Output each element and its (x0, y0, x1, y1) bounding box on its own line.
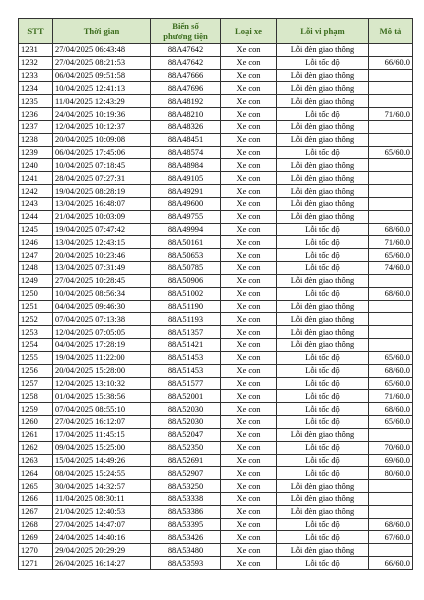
cell-stt: 1235 (19, 95, 53, 108)
cell-stt: 1266 (19, 492, 53, 505)
cell-vehicle-type: Xe con (221, 249, 277, 262)
cell-time: 21/04/2025 10:03:09 (53, 210, 151, 223)
table-row (19, 390, 413, 403)
cell-violation: Lỗi tốc độ (277, 390, 369, 403)
table-row (19, 403, 413, 416)
table-row (19, 108, 413, 121)
cell-plate: 88A50161 (151, 236, 221, 249)
cell-stt: 1267 (19, 505, 53, 518)
cell-time: 09/04/2025 15:25:00 (53, 441, 151, 454)
cell-vehicle-type: Xe con (221, 403, 277, 416)
cell-description (369, 44, 413, 57)
cell-vehicle-type: Xe con (221, 557, 277, 570)
cell-description (369, 313, 413, 326)
cell-description (369, 300, 413, 313)
table-row (19, 82, 413, 95)
cell-violation: Lỗi đèn giao thông (277, 133, 369, 146)
cell-description: 71/60.0 (369, 236, 413, 249)
cell-plate: 88A51577 (151, 377, 221, 390)
cell-plate: 88A52350 (151, 441, 221, 454)
cell-violation: Lỗi tốc độ (277, 56, 369, 69)
cell-stt: 1233 (19, 69, 53, 82)
cell-violation: Lỗi tốc độ (277, 236, 369, 249)
header-description: Mô tả (369, 19, 413, 44)
cell-plate: 88A49105 (151, 172, 221, 185)
cell-vehicle-type: Xe con (221, 544, 277, 557)
header-violation: Lỗi vi phạm (277, 19, 369, 44)
table-row (19, 313, 413, 326)
cell-time: 27/04/2025 08:21:53 (53, 56, 151, 69)
cell-vehicle-type: Xe con (221, 454, 277, 467)
cell-description (369, 274, 413, 287)
cell-description (369, 159, 413, 172)
cell-time: 12/04/2025 13:10:32 (53, 377, 151, 390)
cell-vehicle-type: Xe con (221, 69, 277, 82)
cell-violation: Lỗi tốc độ (277, 531, 369, 544)
cell-vehicle-type: Xe con (221, 56, 277, 69)
cell-violation: Lỗi tốc độ (277, 108, 369, 121)
cell-plate: 88A53386 (151, 505, 221, 518)
table-row (19, 210, 413, 223)
cell-plate: 88A47666 (151, 69, 221, 82)
cell-violation: Lỗi tốc độ (277, 249, 369, 262)
cell-plate: 88A48326 (151, 120, 221, 133)
cell-vehicle-type: Xe con (221, 480, 277, 493)
violations-table-container (18, 18, 412, 570)
cell-time: 24/04/2025 14:40:16 (53, 531, 151, 544)
cell-stt: 1255 (19, 351, 53, 364)
cell-plate: 88A53593 (151, 557, 221, 570)
cell-vehicle-type: Xe con (221, 95, 277, 108)
cell-violation: Lỗi tốc độ (277, 351, 369, 364)
cell-description: 71/60.0 (369, 108, 413, 121)
cell-violation: Lỗi đèn giao thông (277, 274, 369, 287)
cell-description (369, 133, 413, 146)
cell-vehicle-type: Xe con (221, 339, 277, 352)
header-vehicle-type: Loại xe (221, 19, 277, 44)
cell-violation: Lỗi đèn giao thông (277, 300, 369, 313)
cell-vehicle-type: Xe con (221, 326, 277, 339)
cell-vehicle-type: Xe con (221, 492, 277, 505)
cell-time: 19/04/2025 11:22:00 (53, 351, 151, 364)
table-row (19, 351, 413, 364)
cell-vehicle-type: Xe con (221, 313, 277, 326)
cell-time: 06/04/2025 17:45:06 (53, 146, 151, 159)
cell-time: 07/04/2025 07:13:38 (53, 313, 151, 326)
cell-description: 74/60.0 (369, 262, 413, 275)
cell-stt: 1247 (19, 249, 53, 262)
cell-time: 11/04/2025 12:43:29 (53, 95, 151, 108)
cell-plate: 88A52691 (151, 454, 221, 467)
cell-plate: 88A48451 (151, 133, 221, 146)
table-row (19, 557, 413, 570)
cell-violation: Lỗi đèn giao thông (277, 480, 369, 493)
cell-violation: Lỗi đèn giao thông (277, 313, 369, 326)
cell-time: 17/04/2025 11:45:15 (53, 428, 151, 441)
cell-violation: Lỗi tốc độ (277, 223, 369, 236)
cell-time: 20/04/2025 10:23:46 (53, 249, 151, 262)
cell-plate: 88A48984 (151, 159, 221, 172)
cell-description (369, 69, 413, 82)
cell-time: 06/04/2025 09:51:58 (53, 69, 151, 82)
table-row (19, 159, 413, 172)
cell-violation: Lỗi tốc độ (277, 454, 369, 467)
cell-stt: 1239 (19, 146, 53, 159)
table-row (19, 274, 413, 287)
cell-time: 10/04/2025 12:41:13 (53, 82, 151, 95)
table-row (19, 172, 413, 185)
table-row (19, 326, 413, 339)
cell-plate: 88A52001 (151, 390, 221, 403)
cell-stt: 1261 (19, 428, 53, 441)
table-row (19, 531, 413, 544)
header-plate-line2: phương tiện (163, 31, 208, 41)
cell-violation: Lỗi đèn giao thông (277, 172, 369, 185)
cell-stt: 1243 (19, 197, 53, 210)
cell-violation: Lỗi tốc độ (277, 287, 369, 300)
cell-description: 66/60.0 (369, 56, 413, 69)
table-row (19, 377, 413, 390)
cell-description: 66/60.0 (369, 557, 413, 570)
cell-time: 27/04/2025 10:28:45 (53, 274, 151, 287)
cell-time: 13/04/2025 12:43:15 (53, 236, 151, 249)
cell-stt: 1265 (19, 480, 53, 493)
cell-vehicle-type: Xe con (221, 108, 277, 121)
cell-stt: 1269 (19, 531, 53, 544)
cell-vehicle-type: Xe con (221, 377, 277, 390)
cell-vehicle-type: Xe con (221, 364, 277, 377)
cell-violation: Lỗi đèn giao thông (277, 82, 369, 95)
cell-description: 68/60.0 (369, 364, 413, 377)
violations-table (18, 18, 413, 570)
cell-description (369, 428, 413, 441)
table-row (19, 300, 413, 313)
cell-description (369, 339, 413, 352)
cell-time: 13/04/2025 07:31:49 (53, 262, 151, 275)
cell-stt: 1260 (19, 416, 53, 429)
cell-plate: 88A48574 (151, 146, 221, 159)
cell-description: 69/60.0 (369, 454, 413, 467)
table-row (19, 133, 413, 146)
cell-description (369, 210, 413, 223)
cell-time: 19/04/2025 08:28:19 (53, 185, 151, 198)
cell-description (369, 544, 413, 557)
cell-time: 10/04/2025 07:18:45 (53, 159, 151, 172)
table-row (19, 56, 413, 69)
table-row (19, 287, 413, 300)
cell-plate: 88A53338 (151, 492, 221, 505)
cell-description: 65/60.0 (369, 249, 413, 262)
cell-plate: 88A48192 (151, 95, 221, 108)
cell-plate: 88A48210 (151, 108, 221, 121)
table-row (19, 262, 413, 275)
table-row (19, 95, 413, 108)
cell-description: 65/60.0 (369, 146, 413, 159)
table-row (19, 146, 413, 159)
cell-stt: 1240 (19, 159, 53, 172)
cell-plate: 88A51357 (151, 326, 221, 339)
cell-plate: 88A51193 (151, 313, 221, 326)
cell-violation: Lỗi tốc độ (277, 518, 369, 531)
cell-violation: Lỗi tốc độ (277, 262, 369, 275)
cell-description (369, 326, 413, 339)
cell-stt: 1259 (19, 403, 53, 416)
cell-description (369, 172, 413, 185)
cell-stt: 1271 (19, 557, 53, 570)
cell-vehicle-type: Xe con (221, 518, 277, 531)
cell-time: 27/04/2025 06:43:48 (53, 44, 151, 57)
cell-time: 27/04/2025 16:12:07 (53, 416, 151, 429)
cell-stt: 1232 (19, 56, 53, 69)
cell-time: 04/04/2025 17:28:19 (53, 339, 151, 352)
table-body (19, 44, 413, 570)
cell-description: 67/60.0 (369, 531, 413, 544)
cell-violation: Lỗi đèn giao thông (277, 159, 369, 172)
cell-stt: 1246 (19, 236, 53, 249)
cell-vehicle-type: Xe con (221, 441, 277, 454)
cell-time: 12/04/2025 10:12:37 (53, 120, 151, 133)
cell-vehicle-type: Xe con (221, 236, 277, 249)
cell-plate: 88A47696 (151, 82, 221, 95)
cell-stt: 1253 (19, 326, 53, 339)
cell-plate: 88A52047 (151, 428, 221, 441)
cell-stt: 1254 (19, 339, 53, 352)
cell-time: 30/04/2025 14:32:57 (53, 480, 151, 493)
table-row (19, 44, 413, 57)
cell-plate: 88A53426 (151, 531, 221, 544)
cell-violation: Lỗi đèn giao thông (277, 95, 369, 108)
cell-stt: 1244 (19, 210, 53, 223)
cell-plate: 88A51002 (151, 287, 221, 300)
cell-stt: 1257 (19, 377, 53, 390)
cell-time: 19/04/2025 07:47:42 (53, 223, 151, 236)
table-row (19, 480, 413, 493)
cell-violation: Lỗi đèn giao thông (277, 492, 369, 505)
cell-description (369, 505, 413, 518)
cell-plate: 88A53480 (151, 544, 221, 557)
cell-stt: 1268 (19, 518, 53, 531)
table-row (19, 416, 413, 429)
cell-violation: Lỗi đèn giao thông (277, 428, 369, 441)
table-row (19, 428, 413, 441)
cell-time: 08/04/2025 15:24:55 (53, 467, 151, 480)
cell-description (369, 120, 413, 133)
cell-vehicle-type: Xe con (221, 390, 277, 403)
cell-plate: 88A50906 (151, 274, 221, 287)
cell-violation: Lỗi đèn giao thông (277, 544, 369, 557)
table-row (19, 364, 413, 377)
cell-plate: 88A49994 (151, 223, 221, 236)
cell-violation: Lỗi đèn giao thông (277, 505, 369, 518)
cell-time: 07/04/2025 08:55:10 (53, 403, 151, 416)
header-stt: STT (19, 19, 53, 44)
cell-plate: 88A47642 (151, 44, 221, 57)
cell-stt: 1237 (19, 120, 53, 133)
cell-violation: Lỗi tốc độ (277, 467, 369, 480)
cell-time: 13/04/2025 16:48:07 (53, 197, 151, 210)
cell-description: 68/60.0 (369, 287, 413, 300)
cell-plate: 88A49291 (151, 185, 221, 198)
cell-description (369, 197, 413, 210)
cell-stt: 1270 (19, 544, 53, 557)
cell-violation: Lỗi tốc độ (277, 377, 369, 390)
cell-stt: 1256 (19, 364, 53, 377)
table-row (19, 185, 413, 198)
cell-plate: 88A53250 (151, 480, 221, 493)
cell-time: 21/04/2025 12:40:53 (53, 505, 151, 518)
cell-vehicle-type: Xe con (221, 210, 277, 223)
table-row (19, 249, 413, 262)
cell-stt: 1238 (19, 133, 53, 146)
cell-vehicle-type: Xe con (221, 185, 277, 198)
cell-violation: Lỗi tốc độ (277, 416, 369, 429)
cell-time: 04/04/2025 09:46:30 (53, 300, 151, 313)
cell-description: 65/60.0 (369, 416, 413, 429)
cell-stt: 1241 (19, 172, 53, 185)
cell-violation: Lỗi tốc độ (277, 364, 369, 377)
header-plate-line1: Biển số (172, 21, 199, 31)
cell-vehicle-type: Xe con (221, 351, 277, 364)
cell-vehicle-type: Xe con (221, 505, 277, 518)
table-row (19, 197, 413, 210)
cell-stt: 1236 (19, 108, 53, 121)
table-row (19, 505, 413, 518)
cell-description: 80/60.0 (369, 467, 413, 480)
cell-description: 65/60.0 (369, 377, 413, 390)
cell-vehicle-type: Xe con (221, 172, 277, 185)
cell-time: 26/04/2025 16:14:27 (53, 557, 151, 570)
cell-stt: 1258 (19, 390, 53, 403)
cell-time: 01/04/2025 15:38:56 (53, 390, 151, 403)
table-row (19, 518, 413, 531)
cell-violation: Lỗi đèn giao thông (277, 69, 369, 82)
cell-stt: 1250 (19, 287, 53, 300)
cell-stt: 1248 (19, 262, 53, 275)
cell-vehicle-type: Xe con (221, 300, 277, 313)
cell-description (369, 480, 413, 493)
cell-description (369, 185, 413, 198)
cell-description (369, 95, 413, 108)
cell-description: 68/60.0 (369, 518, 413, 531)
cell-time: 10/04/2025 08:56:34 (53, 287, 151, 300)
cell-stt: 1262 (19, 441, 53, 454)
cell-plate: 88A49755 (151, 210, 221, 223)
table-row (19, 544, 413, 557)
cell-violation: Lỗi đèn giao thông (277, 326, 369, 339)
cell-plate: 88A47642 (151, 56, 221, 69)
cell-violation: Lỗi tốc độ (277, 441, 369, 454)
table-row (19, 69, 413, 82)
header-plate (151, 19, 221, 44)
cell-violation: Lỗi đèn giao thông (277, 120, 369, 133)
cell-vehicle-type: Xe con (221, 197, 277, 210)
cell-vehicle-type: Xe con (221, 133, 277, 146)
cell-vehicle-type: Xe con (221, 428, 277, 441)
cell-vehicle-type: Xe con (221, 531, 277, 544)
cell-time: 29/04/2025 20:29:29 (53, 544, 151, 557)
cell-stt: 1245 (19, 223, 53, 236)
cell-stt: 1242 (19, 185, 53, 198)
cell-vehicle-type: Xe con (221, 159, 277, 172)
cell-violation: Lỗi đèn giao thông (277, 210, 369, 223)
cell-plate: 88A49600 (151, 197, 221, 210)
cell-time: 11/04/2025 08:30:11 (53, 492, 151, 505)
cell-vehicle-type: Xe con (221, 467, 277, 480)
cell-stt: 1234 (19, 82, 53, 95)
table-row (19, 441, 413, 454)
cell-plate: 88A52907 (151, 467, 221, 480)
cell-vehicle-type: Xe con (221, 146, 277, 159)
cell-violation: Lỗi tốc độ (277, 146, 369, 159)
cell-description: 65/60.0 (369, 351, 413, 364)
cell-violation: Lỗi đèn giao thông (277, 44, 369, 57)
cell-violation: Lỗi đèn giao thông (277, 197, 369, 210)
cell-time: 27/04/2025 14:47:07 (53, 518, 151, 531)
cell-violation: Lỗi tốc độ (277, 557, 369, 570)
cell-plate: 88A52030 (151, 403, 221, 416)
cell-vehicle-type: Xe con (221, 120, 277, 133)
cell-stt: 1251 (19, 300, 53, 313)
cell-plate: 88A50785 (151, 262, 221, 275)
cell-description: 71/60.0 (369, 390, 413, 403)
cell-plate: 88A50653 (151, 249, 221, 262)
cell-stt: 1231 (19, 44, 53, 57)
cell-plate: 88A51421 (151, 339, 221, 352)
cell-vehicle-type: Xe con (221, 262, 277, 275)
table-row (19, 120, 413, 133)
cell-vehicle-type: Xe con (221, 274, 277, 287)
cell-vehicle-type: Xe con (221, 223, 277, 236)
cell-description (369, 82, 413, 95)
cell-plate: 88A51453 (151, 351, 221, 364)
cell-time: 28/04/2025 07:27:31 (53, 172, 151, 185)
cell-vehicle-type: Xe con (221, 416, 277, 429)
cell-vehicle-type: Xe con (221, 44, 277, 57)
table-row (19, 492, 413, 505)
table-row (19, 467, 413, 480)
table-row (19, 339, 413, 352)
cell-description: 68/60.0 (369, 403, 413, 416)
cell-stt: 1263 (19, 454, 53, 467)
cell-violation: Lỗi tốc độ (277, 403, 369, 416)
cell-time: 12/04/2025 07:05:05 (53, 326, 151, 339)
table-row (19, 236, 413, 249)
cell-plate: 88A52030 (151, 416, 221, 429)
table-row (19, 223, 413, 236)
cell-description: 70/60.0 (369, 441, 413, 454)
cell-time: 24/04/2025 10:19:36 (53, 108, 151, 121)
cell-stt: 1252 (19, 313, 53, 326)
cell-time: 20/04/2025 15:28:00 (53, 364, 151, 377)
cell-plate: 88A51453 (151, 364, 221, 377)
table-row (19, 454, 413, 467)
header-time: Thời gian (53, 19, 151, 44)
table-header-row (19, 19, 413, 44)
cell-plate: 88A53395 (151, 518, 221, 531)
cell-vehicle-type: Xe con (221, 287, 277, 300)
cell-plate: 88A51190 (151, 300, 221, 313)
cell-vehicle-type: Xe con (221, 82, 277, 95)
cell-description: 68/60.0 (369, 223, 413, 236)
cell-time: 20/04/2025 10:09:08 (53, 133, 151, 146)
cell-violation: Lỗi đèn giao thông (277, 339, 369, 352)
cell-description (369, 492, 413, 505)
cell-time: 15/04/2025 14:49:26 (53, 454, 151, 467)
cell-stt: 1264 (19, 467, 53, 480)
cell-violation: Lỗi đèn giao thông (277, 185, 369, 198)
cell-stt: 1249 (19, 274, 53, 287)
